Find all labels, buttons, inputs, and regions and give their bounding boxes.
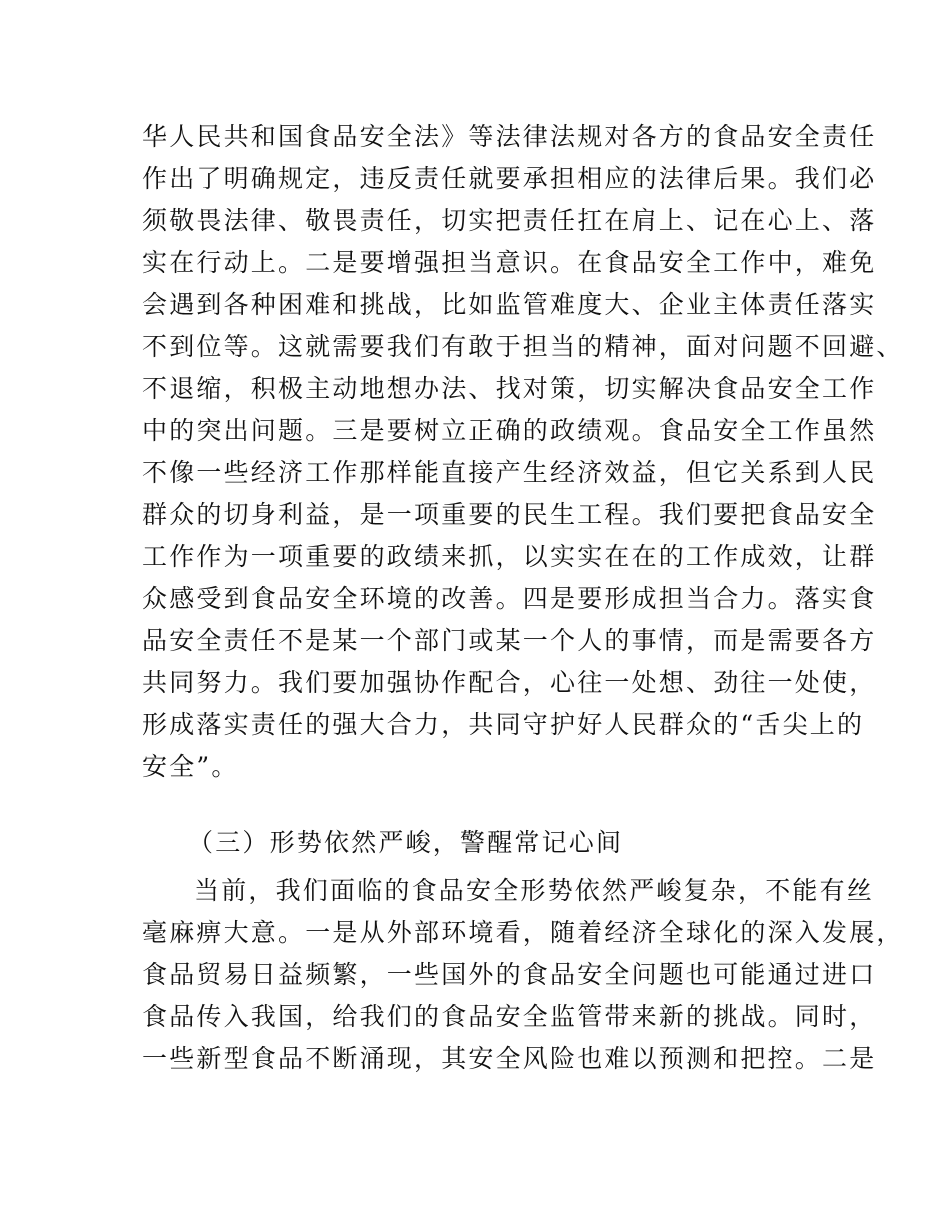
text-line: 品安全责任不是某一个部门或某一个人的事情，而是需要各方 xyxy=(142,626,877,655)
text-line: 作出了明确规定，违反责任就要承担相应的法律后果。我们必 xyxy=(142,164,877,193)
text-line: 不退缩，积极主动地想办法、找对策，切实解决食品安全工作 xyxy=(142,374,877,403)
body-paragraph-new xyxy=(142,870,904,1080)
body-paragraph-continued xyxy=(142,116,904,788)
text-line: 不到位等。这就需要我们有敢于担当的精神，面对问题不回避、 xyxy=(142,332,904,361)
text-line: 中的突出问题。三是要树立正确的政绩观。食品安全工作虽然 xyxy=(142,416,877,445)
text-line: 安全”。 xyxy=(142,752,239,781)
text-line: 食品贸易日益频繁，一些国外的食品安全问题也可能通过进口 xyxy=(142,960,877,989)
text-line: 华人民共和国食品安全法》等法律法规对各方的食品安全责任 xyxy=(142,122,877,151)
section-heading xyxy=(142,822,822,864)
text-line: 工作作为一项重要的政绩来抓，以实实在在的工作成效，让群 xyxy=(142,542,877,571)
text-line: 实在行动上。二是要增强担当意识。在食品安全工作中，难免 xyxy=(142,248,877,277)
text-line: 当前，我们面临的食品安全形势依然严峻复杂，不能有丝 xyxy=(194,876,875,905)
text-line: 不像一些经济工作那样能直接产生经济效益，但它关系到人民 xyxy=(142,458,877,487)
text-line: 众感受到食品安全环境的改善。四是要形成担当合力。落实食 xyxy=(142,584,877,613)
text-line: 共同努力。我们要加强协作配合，心往一处想、劲往一处使， xyxy=(142,668,877,697)
text-line: 须敬畏法律、敬畏责任，切实把责任扛在肩上、记在心上、落 xyxy=(142,206,877,235)
text-line: 会遇到各种困难和挑战，比如监管难度大、企业主体责任落实 xyxy=(142,290,877,319)
section-heading-text: （三）形势依然严峻，警醒常记心间 xyxy=(188,828,624,857)
text-line: 毫麻痹大意。一是从外部环境看，随着经济全球化的深入发展， xyxy=(142,918,904,947)
text-line: 群众的切身利益，是一项重要的民生工程。我们要把食品安全 xyxy=(142,500,877,529)
text-line: 形成落实责任的强大合力，共同守护好人民群众的“舌尖上的 xyxy=(142,710,865,739)
text-line: 一些新型食品不断涌现，其安全风险也难以预测和把控。二是 xyxy=(142,1044,877,1073)
text-line: 食品传入我国，给我们的食品安全监管带来新的挑战。同时， xyxy=(142,1002,877,1031)
